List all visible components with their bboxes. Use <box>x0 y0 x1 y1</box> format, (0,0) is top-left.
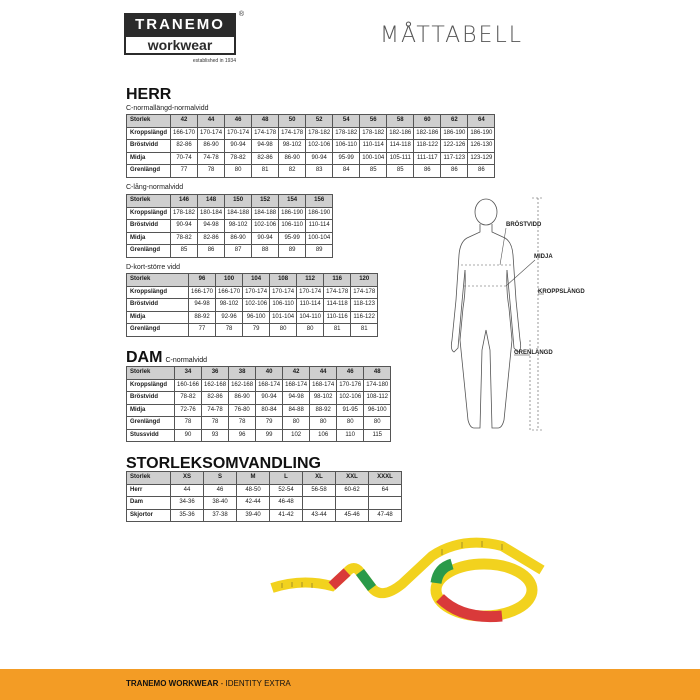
table-cell: 42-44 <box>237 497 270 510</box>
table-cell: 79 <box>256 417 283 430</box>
table-cell: 74-78 <box>202 404 229 417</box>
table-cell: 116 <box>324 274 351 287</box>
row-label: Storlek <box>127 472 171 485</box>
table-cell: 112 <box>297 274 324 287</box>
table-cell: 106-110 <box>333 140 360 153</box>
table-row <box>127 311 378 324</box>
dam-heading <box>126 349 207 367</box>
table-cell: XS <box>171 472 204 485</box>
row-label: Bröstvidd <box>127 392 175 405</box>
table-cell: 102-106 <box>243 299 270 312</box>
table-cell: 56 <box>360 115 387 128</box>
table-cell: 98-102 <box>310 392 337 405</box>
table-cell: 42 <box>171 115 198 128</box>
table-cell: 35-36 <box>171 509 204 522</box>
table-cell: 90-94 <box>306 152 333 165</box>
page-title: MÅTTABELL <box>380 23 523 48</box>
conversion-table <box>126 471 402 522</box>
table-cell: 82-86 <box>202 392 229 405</box>
table-cell: 44 <box>171 484 204 497</box>
table-cell: 170-176 <box>337 379 364 392</box>
label-waist: MIDJA <box>534 254 553 260</box>
table-cell: 182-186 <box>387 127 414 140</box>
table-cell: 78-82 <box>175 392 202 405</box>
table-cell: 110-114 <box>297 299 324 312</box>
table-cell: 89 <box>306 245 333 258</box>
table-cell: 114-118 <box>387 140 414 153</box>
row-label: Midja <box>127 404 175 417</box>
table-cell: 123-129 <box>468 152 495 165</box>
table-cell: 106-110 <box>270 299 297 312</box>
table-cell: 48-50 <box>237 484 270 497</box>
table-row <box>127 220 333 233</box>
table-cell: 72-76 <box>175 404 202 417</box>
row-label: Grenlängd <box>127 245 171 258</box>
table-cell: 85 <box>171 245 198 258</box>
table-cell: 174-180 <box>364 379 391 392</box>
table-row <box>127 299 378 312</box>
table-cell: 105-111 <box>387 152 414 165</box>
table-cell: 100-104 <box>360 152 387 165</box>
footer-text <box>126 679 291 688</box>
table-cell: 90-94 <box>252 232 279 245</box>
row-label: Midja <box>127 311 189 324</box>
row-label: Bröstvidd <box>127 299 189 312</box>
table-cell: 46 <box>337 367 364 380</box>
table-cell: 48 <box>364 367 391 380</box>
table-row <box>127 509 402 522</box>
herr-cl-table <box>126 194 333 258</box>
table-cell: 44 <box>310 367 337 380</box>
label-body-length: KROPPSLÄNGD <box>538 289 585 295</box>
table-cell: 86 <box>441 165 468 178</box>
table-cell: 82-86 <box>198 232 225 245</box>
table-cell: 178-182 <box>360 127 387 140</box>
table-cell: 40 <box>256 367 283 380</box>
table-row <box>127 417 391 430</box>
table-cell: 37-38 <box>204 509 237 522</box>
table-cell: 80 <box>297 324 324 337</box>
table-cell: 52 <box>306 115 333 128</box>
table-header-row <box>127 367 391 380</box>
table-cell: 98-102 <box>216 299 243 312</box>
table-cell: 118-122 <box>414 140 441 153</box>
table-cell: 104-110 <box>297 311 324 324</box>
table-cell: 174-178 <box>279 127 306 140</box>
table-cell: 101-104 <box>270 311 297 324</box>
row-label: Dam <box>127 497 171 510</box>
table-cell: 166-170 <box>171 127 198 140</box>
table-cell: 58 <box>387 115 414 128</box>
table-row <box>127 404 391 417</box>
table-header-row <box>127 472 402 485</box>
table-cell: 50 <box>279 115 306 128</box>
table-row <box>127 245 333 258</box>
table-cell: 106 <box>310 429 337 442</box>
table-cell: 108 <box>270 274 297 287</box>
table-cell: 120 <box>351 274 378 287</box>
table-cell <box>369 497 402 510</box>
table-cell: 86 <box>198 245 225 258</box>
table-cell: 104 <box>243 274 270 287</box>
table-row <box>127 324 378 337</box>
table-cell: 86-90 <box>229 392 256 405</box>
table-cell: 81 <box>324 324 351 337</box>
table-cell: 41-42 <box>270 509 303 522</box>
table-cell: 174-178 <box>324 286 351 299</box>
table-cell: 84-88 <box>283 404 310 417</box>
table-cell: 110-114 <box>360 140 387 153</box>
table-row <box>127 497 402 510</box>
table-cell: 117-123 <box>441 152 468 165</box>
table-cell: 43-44 <box>303 509 336 522</box>
table-cell: 90 <box>175 429 202 442</box>
dam-title: DAM <box>126 349 163 366</box>
row-label: Storlek <box>127 115 171 128</box>
table-cell: 168-174 <box>256 379 283 392</box>
table-row <box>127 152 495 165</box>
table-cell: 110 <box>337 429 364 442</box>
table-cell: 89 <box>279 245 306 258</box>
table-cell: 186-190 <box>468 127 495 140</box>
table-cell: 85 <box>387 165 414 178</box>
table-cell: 88-92 <box>189 311 216 324</box>
table-row <box>127 392 391 405</box>
table-cell: 62 <box>441 115 468 128</box>
herr-cl-subtitle: C-lång-normalvidd <box>126 184 184 191</box>
table-cell: 46 <box>204 484 237 497</box>
table-cell: 78 <box>229 417 256 430</box>
table-cell: 174-178 <box>351 286 378 299</box>
table-row <box>127 207 333 220</box>
table-cell: 56-58 <box>303 484 336 497</box>
body-figure <box>440 190 670 445</box>
table-cell: 99 <box>256 429 283 442</box>
logo-bottom: workwear <box>124 37 236 55</box>
measuring-tape-icon <box>262 528 562 648</box>
table-cell: 80-84 <box>256 404 283 417</box>
table-cell: 148 <box>198 195 225 208</box>
table-cell: 160-166 <box>175 379 202 392</box>
table-cell: 87 <box>225 245 252 258</box>
table-cell: 178-182 <box>333 127 360 140</box>
table-cell: 60 <box>414 115 441 128</box>
table-cell: 152 <box>252 195 279 208</box>
table-cell: S <box>204 472 237 485</box>
table-cell: 180-184 <box>198 207 225 220</box>
table-cell: 186-190 <box>441 127 468 140</box>
table-row <box>127 127 495 140</box>
registered-mark: ® <box>238 11 244 18</box>
table-cell: 90-94 <box>256 392 283 405</box>
row-label: Kroppslängd <box>127 207 171 220</box>
table-cell: 92-96 <box>216 311 243 324</box>
table-row <box>127 232 333 245</box>
conversion-heading: STORLEKSOMVANDLING <box>126 455 321 472</box>
table-cell: 60-62 <box>336 484 369 497</box>
table-cell: 98-102 <box>279 140 306 153</box>
table-cell: 96-100 <box>243 311 270 324</box>
table-cell: 78 <box>198 165 225 178</box>
table-cell: 154 <box>279 195 306 208</box>
table-cell: XL <box>303 472 336 485</box>
table-row <box>127 165 495 178</box>
table-cell: 166-170 <box>189 286 216 299</box>
table-cell: 77 <box>171 165 198 178</box>
footer-bar <box>0 669 700 700</box>
table-cell: 170-174 <box>243 286 270 299</box>
table-cell: 80 <box>364 417 391 430</box>
table-cell: 110-114 <box>306 220 333 233</box>
table-cell: 78 <box>202 417 229 430</box>
table-cell: 106-110 <box>279 220 306 233</box>
row-label: Storlek <box>127 367 175 380</box>
table-cell: 178-182 <box>306 127 333 140</box>
label-inseam: GRENLÄNGD <box>514 350 553 356</box>
table-cell: 47-48 <box>369 509 402 522</box>
table-cell: 94-98 <box>252 140 279 153</box>
row-label: Kroppslängd <box>127 379 175 392</box>
table-cell: 64 <box>369 484 402 497</box>
brand-logo <box>124 11 244 64</box>
table-cell: 98-102 <box>225 220 252 233</box>
table-cell: 74-78 <box>198 152 225 165</box>
table-header-row <box>127 195 333 208</box>
table-cell <box>336 497 369 510</box>
table-cell: 111-117 <box>414 152 441 165</box>
table-cell: 182-186 <box>414 127 441 140</box>
table-cell: 86-90 <box>279 152 306 165</box>
table-cell: 82-86 <box>171 140 198 153</box>
table-cell: XXXL <box>369 472 402 485</box>
table-cell: 80 <box>225 165 252 178</box>
table-cell: 78 <box>175 417 202 430</box>
table-cell: 34 <box>175 367 202 380</box>
measuring-tape-illustration <box>262 528 562 653</box>
herr-heading: HERR <box>126 86 172 103</box>
row-label: Midja <box>127 232 171 245</box>
table-cell: XXL <box>336 472 369 485</box>
herr-c-table <box>126 114 495 178</box>
table-cell: 178-182 <box>171 207 198 220</box>
table-cell: 170-174 <box>198 127 225 140</box>
table-cell <box>303 497 336 510</box>
table-cell: 39-40 <box>237 509 270 522</box>
table-cell: 94-98 <box>198 220 225 233</box>
label-bust: BRÖSTVIDD <box>506 222 542 228</box>
row-label: Bröstvidd <box>127 220 171 233</box>
table-row <box>127 429 391 442</box>
table-cell: 54 <box>333 115 360 128</box>
footer-separator: - <box>218 679 226 688</box>
table-cell: 77 <box>189 324 216 337</box>
herr-d-table <box>126 273 378 337</box>
table-cell: 166-170 <box>216 286 243 299</box>
table-cell: 81 <box>252 165 279 178</box>
table-cell: 88-92 <box>310 404 337 417</box>
table-cell: 86-90 <box>225 232 252 245</box>
table-cell: 80 <box>283 417 310 430</box>
table-cell: 78-82 <box>225 152 252 165</box>
table-cell: 46-48 <box>270 497 303 510</box>
table-cell: 186-190 <box>306 207 333 220</box>
table-cell: 45-46 <box>336 509 369 522</box>
table-cell: 184-188 <box>252 207 279 220</box>
table-cell: 38 <box>229 367 256 380</box>
table-cell: 82-86 <box>252 152 279 165</box>
table-cell: M <box>237 472 270 485</box>
table-cell: 83 <box>306 165 333 178</box>
row-label: Storlek <box>127 195 171 208</box>
table-cell: 94-98 <box>189 299 216 312</box>
table-cell: 118-123 <box>351 299 378 312</box>
table-cell: 78-82 <box>171 232 198 245</box>
table-cell: 86-90 <box>198 140 225 153</box>
table-cell: 78 <box>216 324 243 337</box>
table-cell: 96-100 <box>364 404 391 417</box>
row-label: Kroppslängd <box>127 127 171 140</box>
footer-line: IDENTITY EXTRA <box>225 679 291 688</box>
table-cell: 114-118 <box>324 299 351 312</box>
footer-brand: TRANEMO WORKWEAR <box>126 679 219 688</box>
table-cell: 93 <box>202 429 229 442</box>
table-row <box>127 286 378 299</box>
logo-top: TRANEMO <box>124 13 236 37</box>
table-cell: 150 <box>225 195 252 208</box>
table-cell: 156 <box>306 195 333 208</box>
table-cell: 170-174 <box>297 286 324 299</box>
table-cell: 122-126 <box>441 140 468 153</box>
table-cell: 48 <box>252 115 279 128</box>
table-cell: 186-190 <box>279 207 306 220</box>
table-cell: 80 <box>270 324 297 337</box>
table-cell: 126-130 <box>468 140 495 153</box>
row-label: Stussvidd <box>127 429 175 442</box>
table-cell: 79 <box>243 324 270 337</box>
table-cell: 108-112 <box>364 392 391 405</box>
table-cell: 162-168 <box>229 379 256 392</box>
herr-d-subtitle: D-kort-större vidd <box>126 264 181 271</box>
table-cell: 90-94 <box>171 220 198 233</box>
table-header-row <box>127 274 378 287</box>
table-cell: 168-174 <box>283 379 310 392</box>
row-label: Bröstvidd <box>127 140 171 153</box>
table-cell: 184-188 <box>225 207 252 220</box>
row-label: Grenlängd <box>127 417 175 430</box>
table-cell: L <box>270 472 303 485</box>
body-silhouette <box>440 190 670 440</box>
table-cell: 102-106 <box>252 220 279 233</box>
row-label: Kroppslängd <box>127 286 189 299</box>
table-cell: 94-98 <box>283 392 310 405</box>
row-label: Grenlängd <box>127 324 189 337</box>
table-cell: 116-122 <box>351 311 378 324</box>
table-cell: 52-54 <box>270 484 303 497</box>
table-cell: 96 <box>229 429 256 442</box>
table-cell: 115 <box>364 429 391 442</box>
table-cell: 76-80 <box>229 404 256 417</box>
table-cell: 81 <box>351 324 378 337</box>
table-cell: 174-178 <box>252 127 279 140</box>
table-cell: 86 <box>468 165 495 178</box>
table-cell: 170-174 <box>225 127 252 140</box>
table-cell: 102 <box>283 429 310 442</box>
table-cell: 100-104 <box>306 232 333 245</box>
row-label: Herr <box>127 484 171 497</box>
table-cell: 85 <box>360 165 387 178</box>
table-cell: 96 <box>189 274 216 287</box>
table-cell: 36 <box>202 367 229 380</box>
table-cell: 100 <box>216 274 243 287</box>
table-cell: 91-95 <box>337 404 364 417</box>
table-cell: 90-94 <box>225 140 252 153</box>
row-label: Midja <box>127 152 171 165</box>
table-cell: 46 <box>225 115 252 128</box>
table-cell: 38-40 <box>204 497 237 510</box>
row-label: Skjortor <box>127 509 171 522</box>
table-cell: 80 <box>310 417 337 430</box>
row-label: Grenlängd <box>127 165 171 178</box>
table-cell: 162-168 <box>202 379 229 392</box>
table-cell: 34-36 <box>171 497 204 510</box>
table-cell: 110-116 <box>324 311 351 324</box>
table-row <box>127 484 402 497</box>
table-cell: 42 <box>283 367 310 380</box>
logo-established: established in 1934 <box>192 58 236 64</box>
dam-table <box>126 366 391 442</box>
table-cell: 80 <box>337 417 364 430</box>
table-cell: 64 <box>468 115 495 128</box>
table-cell: 44 <box>198 115 225 128</box>
row-label: Storlek <box>127 274 189 287</box>
table-row <box>127 379 391 392</box>
table-cell: 95-99 <box>333 152 360 165</box>
table-cell: 82 <box>279 165 306 178</box>
table-row <box>127 140 495 153</box>
table-cell: 102-106 <box>306 140 333 153</box>
table-cell: 84 <box>333 165 360 178</box>
dam-subtitle: C-normalvidd <box>165 357 208 364</box>
table-cell: 102-106 <box>337 392 364 405</box>
herr-c-subtitle: C-normallängd-normalvidd <box>126 105 209 112</box>
table-cell: 86 <box>414 165 441 178</box>
table-cell: 88 <box>252 245 279 258</box>
table-cell: 95-99 <box>279 232 306 245</box>
table-cell: 168-174 <box>310 379 337 392</box>
table-cell: 170-174 <box>270 286 297 299</box>
table-cell: 70-74 <box>171 152 198 165</box>
table-header-row <box>127 115 495 128</box>
table-cell: 146 <box>171 195 198 208</box>
